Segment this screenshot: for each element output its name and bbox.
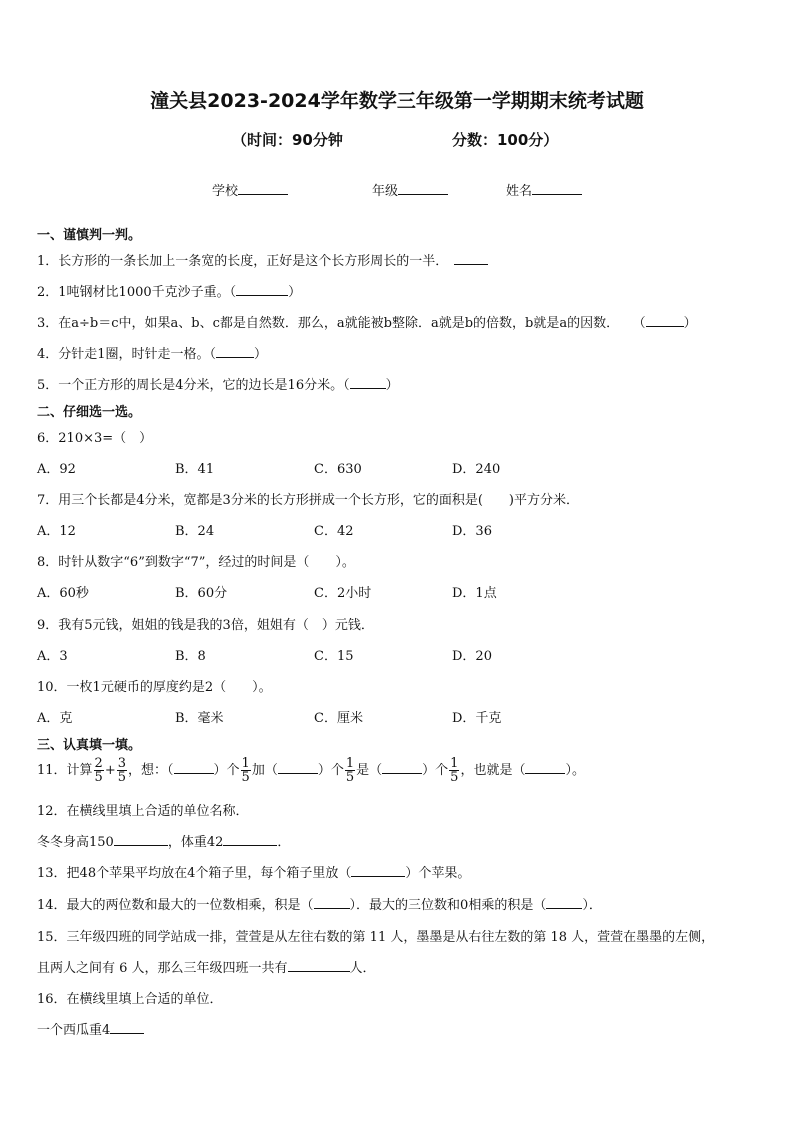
- q11-think: ，想：（: [128, 763, 174, 778]
- question-7: 7．用三个长都是4分米，宽都是3分米的长方形拼成一个长方形，它的面积是( )平方分米．: [37, 493, 579, 508]
- question-12: 12．在横线里填上合适的单位名称．: [37, 804, 249, 819]
- question-4-text: 4．分针走1圈，时针走一格。（: [37, 347, 217, 362]
- question-13: [37, 862, 470, 881]
- answer-blank-5[interactable]: [350, 375, 386, 389]
- question-3: [37, 312, 697, 331]
- answer-blank-4[interactable]: [216, 344, 254, 358]
- question-13-end: ）个苹果。: [405, 866, 471, 881]
- question-5-close: ）: [385, 378, 399, 393]
- section-judge: 一、谨慎判一判。: [37, 228, 142, 243]
- q9-option-b[interactable]: B．8: [175, 649, 206, 664]
- grade-field: [372, 180, 448, 199]
- question-1: [37, 250, 488, 269]
- question-14-text: 14．最大的两位数和最大的一位数相乘，积是（: [37, 898, 314, 913]
- page-title: 潼关县2023-2024学年数学三年级第一学期期末统考试题: [150, 90, 644, 112]
- question-5-text: 5．一个正方形的周长是4分米，它的边长是16分米。（: [37, 378, 350, 393]
- q14-blank-2[interactable]: [546, 895, 582, 909]
- q6-option-d[interactable]: D．240: [452, 462, 501, 477]
- q10-option-b[interactable]: B．毫米: [175, 711, 224, 726]
- question-15-end: 人．: [349, 961, 376, 976]
- school-blank[interactable]: [238, 181, 288, 195]
- q16-blank[interactable]: [110, 1020, 144, 1034]
- question-6: 6．210×3=（ ）: [37, 431, 153, 446]
- q7-option-a[interactable]: A．12: [37, 524, 76, 539]
- q12-weight-text: ，体重42: [167, 835, 224, 850]
- plus-sign: +: [104, 763, 116, 778]
- fraction-2-5: $\frac{2}{5}$: [94, 756, 103, 785]
- name-label: 姓名: [506, 184, 533, 199]
- question-16: 16．在横线里填上合适的单位．: [37, 992, 223, 1007]
- question-15-line2: [37, 957, 376, 976]
- question-2-text: 2．1吨钢材比1000千克沙子重。（: [37, 285, 237, 300]
- question-13-text: 13．把48个苹果平均放在4个箱子里，每个箱子里放（: [37, 866, 352, 881]
- fraction-1-5-c: $\frac{1}{5}$: [450, 756, 459, 785]
- q8-option-b[interactable]: B．60分: [175, 586, 228, 601]
- school-label: 学校: [212, 184, 239, 199]
- q11-text-8: ）。: [565, 763, 585, 778]
- question-15-text2: 且两人之间有 6 人，那么三年级四班一共有: [37, 961, 288, 976]
- question-2-close: ）: [288, 285, 302, 300]
- question-1-text: 1．长方形的一条长加上一条宽的长度，正好是这个长方形周长的一半．: [37, 254, 449, 269]
- question-4-close: ）: [254, 347, 268, 362]
- fraction-3-5: $\frac{3}{5}$: [117, 756, 127, 785]
- question-2: [37, 281, 301, 300]
- question-9: 9．我有5元钱，姐姐的钱是我的3倍，姐姐有（ ）元钱．: [37, 618, 374, 633]
- q8-option-c[interactable]: C．2小时: [314, 586, 372, 601]
- q9-option-a[interactable]: A．3: [37, 649, 68, 664]
- question-4: [37, 343, 267, 362]
- name-blank[interactable]: [532, 181, 582, 195]
- question-3-close: ）: [683, 316, 697, 331]
- q6-option-c[interactable]: C．630: [314, 462, 362, 477]
- q10-option-d[interactable]: D．千克: [452, 711, 502, 726]
- exam-time: （时间：90分钟: [232, 131, 343, 149]
- question-15: 15．三年级四班的同学站成一排，萱萱是从左往右数的第 11 人，墨墨是从右往左数的第 18 人，萱萱在墨墨的左侧，: [37, 930, 715, 945]
- q6-option-b[interactable]: B．41: [175, 462, 215, 477]
- grade-label: 年级: [372, 184, 399, 199]
- answer-blank-2[interactable]: [236, 282, 288, 296]
- q8-option-d[interactable]: D．1点: [452, 586, 497, 601]
- q12-end: ．: [277, 835, 291, 850]
- question-11: [37, 754, 585, 788]
- name-field: [506, 180, 582, 199]
- q12-blank-1[interactable]: [114, 832, 168, 846]
- q7-option-b[interactable]: B．24: [175, 524, 215, 539]
- q6-option-a[interactable]: A．92: [37, 462, 76, 477]
- q12-blank-2[interactable]: [223, 832, 277, 846]
- q11-blank-4[interactable]: [525, 760, 565, 774]
- q9-option-c[interactable]: C．15: [314, 649, 354, 664]
- q11-text-4: ）个: [317, 763, 344, 778]
- fraction-1-5-b: $\frac{1}{5}$: [345, 756, 355, 785]
- q11-text-5: 是（: [356, 763, 383, 778]
- section-choose: 二、仔细选一选。: [37, 405, 142, 420]
- question-16-line: [37, 1019, 144, 1038]
- q11-blank-2[interactable]: [278, 760, 318, 774]
- q11-text-6: ）个: [422, 763, 449, 778]
- q16-watermelon-text: 一个西瓜重4: [37, 1023, 111, 1038]
- q8-option-a[interactable]: A．60秒: [37, 586, 89, 601]
- q14-blank-1[interactable]: [314, 895, 350, 909]
- question-12-line: [37, 831, 290, 850]
- fraction-1-5-a: $\frac{1}{5}$: [241, 756, 250, 785]
- q7-option-d[interactable]: D．36: [452, 524, 492, 539]
- question-14-mid: ）．最大的三位数和0相乘的积是（: [349, 898, 547, 913]
- question-8: 8．时针从数字“6”到数字“7”，经过的时间是（ ）。: [37, 555, 355, 570]
- question-5: [37, 374, 399, 393]
- question-14: [37, 894, 602, 913]
- q11-text-7: ，也就是（: [460, 763, 526, 778]
- exam-score: 分数：100分）: [452, 131, 559, 149]
- q13-blank[interactable]: [351, 863, 405, 877]
- q11-blank-3[interactable]: [382, 760, 422, 774]
- section-fill: 三、认真填一填。: [37, 738, 142, 753]
- answer-blank-1[interactable]: [454, 251, 488, 265]
- q11-blank-1[interactable]: [174, 760, 214, 774]
- q15-blank[interactable]: [288, 958, 350, 972]
- q9-option-d[interactable]: D．20: [452, 649, 492, 664]
- question-14-end: ）．: [582, 898, 602, 913]
- question-10: 10．一枚1元硬币的厚度约是2（ ）。: [37, 680, 272, 695]
- question-3-open: （: [639, 316, 646, 331]
- q10-option-c[interactable]: C．厘米: [314, 711, 363, 726]
- q11-text-3: 加（: [251, 763, 278, 778]
- school-field: [212, 180, 288, 199]
- question-3-text: 3．在a÷b＝c中，如果a、b、c都是自然数．那么，a就能被b整除．a就是b的倍数，b就是a的因数．: [37, 316, 620, 331]
- q11-text-2: ）个: [213, 763, 240, 778]
- q11-prefix: 11．计算: [37, 763, 93, 778]
- grade-blank[interactable]: [398, 181, 448, 195]
- q12-height-text: 冬冬身高150: [37, 835, 114, 850]
- q7-option-c[interactable]: C．42: [314, 524, 354, 539]
- q10-option-a[interactable]: A．克: [37, 711, 73, 726]
- answer-blank-3[interactable]: [646, 313, 684, 327]
